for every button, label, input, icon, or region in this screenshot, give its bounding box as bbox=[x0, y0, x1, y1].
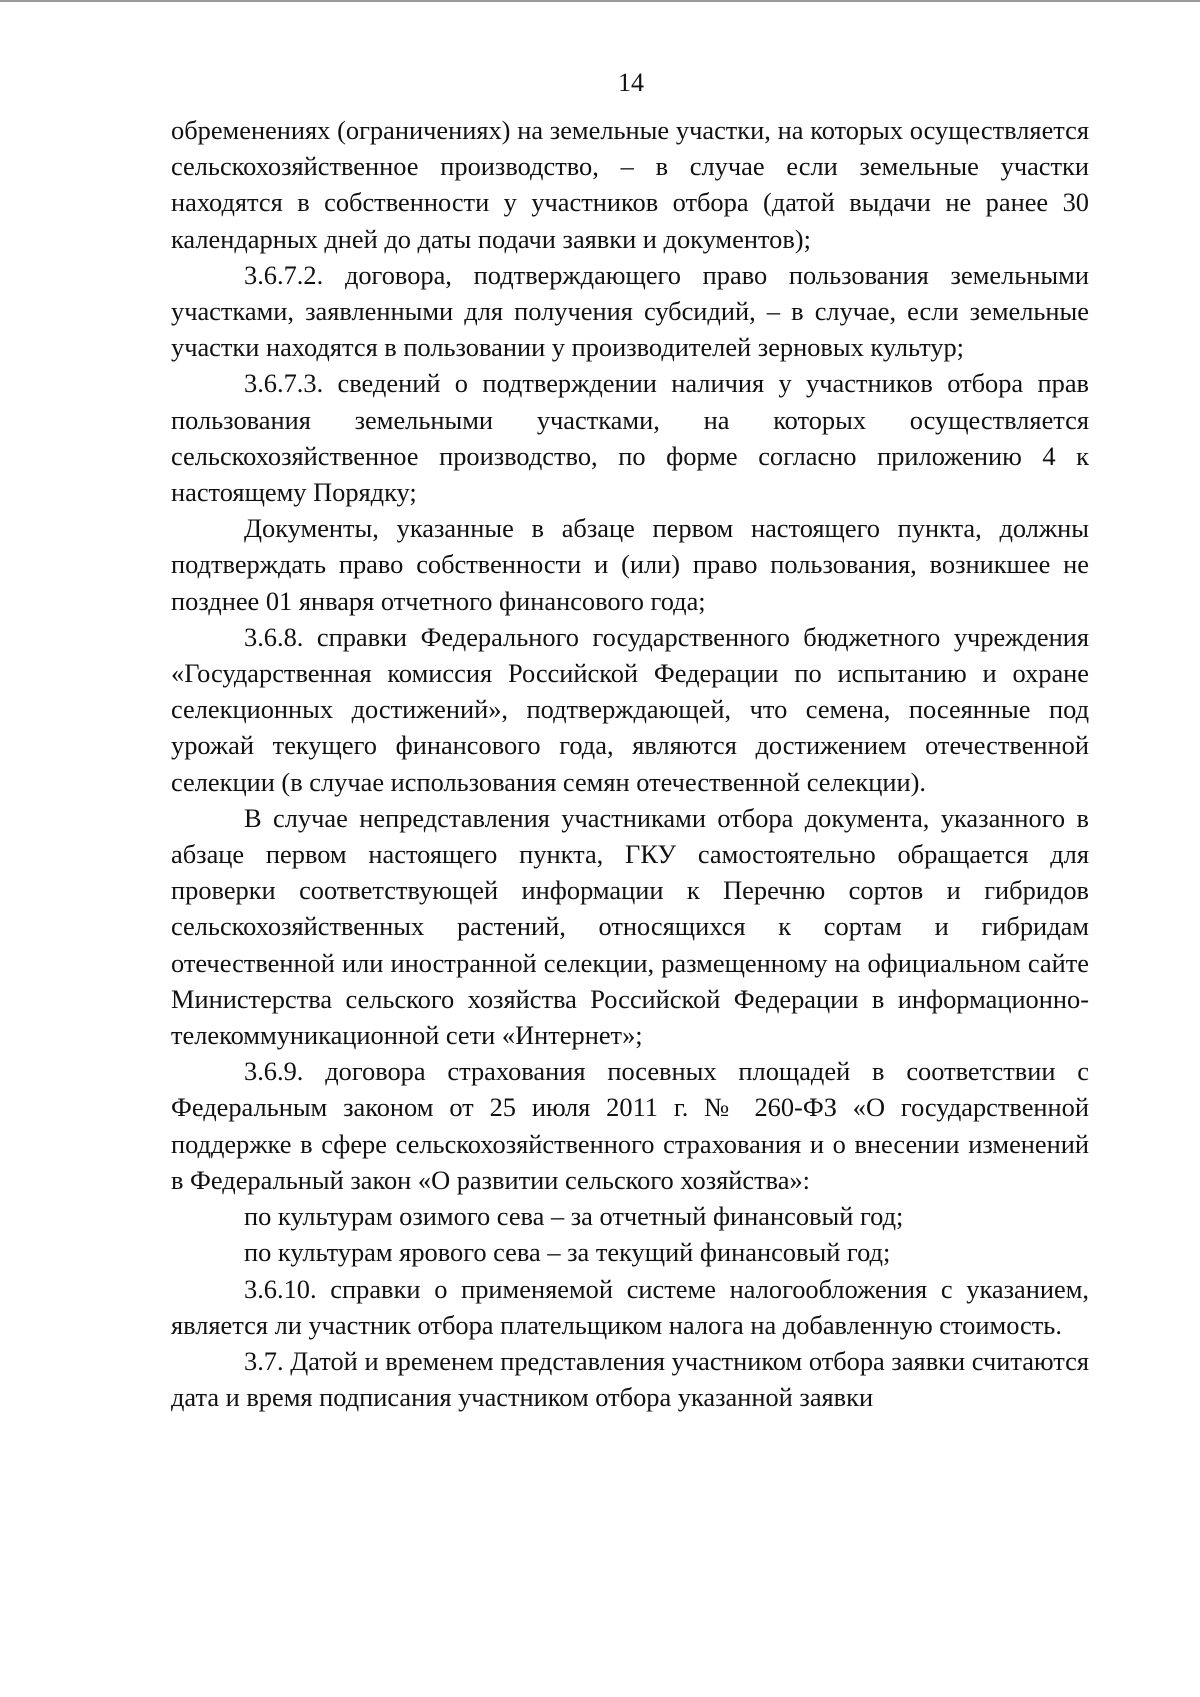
paragraph-3-6-9: 3.6.9. договора страхования посевных площадей в соответствии с Федеральным законом от 25 июля 2011 г. № 260-ФЗ «О государственной поддержке в сфере сельскохозяйственного страхования и о внесении изменений в Федеральный закон «О развитии сельского хозяйства»: bbox=[171, 1056, 1089, 1195]
paragraph-3-6-10: 3.6.10. справки о применяемой системе налогообложения с указанием, является ли участник отбора плательщиком налога на добавленную стоимость. bbox=[171, 1273, 1089, 1340]
paragraph-spring-crops: по культурам ярового сева – за текущий финансовый год; bbox=[244, 1237, 891, 1268]
paragraph-3-6-7-2: 3.6.7.2. договора, подтверждающего право пользования земельными участками, заявленными для получения субсидий, – в случае, если земельные участки находятся в пользовании у производителей зерновых культур; bbox=[171, 259, 1089, 363]
paragraph-gku-check: В случае непредставления участниками отбора документа, указанного в абзаце первом настоящего пункта, ГКУ самостоятельно обращается для проверки соответствующей информации к Перечню сортов и гибридов сельскохозяйственных растений, относящихся к сортам и гибридам отечественной или иностранной селекции, размещенному на официальном сайте Министерства сельского хозяйства Российской Федерации в информационно-телекоммуникационной сети «Интернет»; bbox=[171, 802, 1089, 1051]
paragraph-documents-note: Документы, указанные в абзаце первом настоящего пункта, должны подтверждать право собственности и (или) право пользования, возникшее не позднее 01 января отчетного финансового года; bbox=[171, 513, 1089, 616]
paragraph-3-6-7-3: 3.6.7.3. сведений о подтверждении наличия у участников отбора прав пользования земельными участками, на которых осуществляется сельскохозяйственное производство, по форме согласно приложению 4 к настоящему Порядку; bbox=[171, 368, 1089, 508]
paragraph-land-encumbrances: обременениях (ограничениях) на земельные участки, на которых осуществляется сельскохозяйственное производство, – в случае если земельные участки находятся в собственности у участников отбора (датой выдачи не ранее 30 календарных дней до даты подачи заявки и документов); bbox=[171, 115, 1089, 254]
paragraph-3-6-8: 3.6.8. справки Федерального государственного бюджетного учреждения «Государственная комиссия Российской Федерации по испытанию и охране селекционных достижений», подтверждающей, что семена, посеянные под урожай текущего финансового года, являются достижением отечественной селекции (в случае использования семян отечественной селекции). bbox=[171, 621, 1089, 797]
page-top-edge bbox=[0, 0, 1200, 2]
paragraph-3-7: 3.7. Датой и временем представления участником отбора заявки считаются дата и время подписания участником отбора указанной заявки bbox=[171, 1345, 1089, 1413]
document-body bbox=[171, 112, 1089, 1415]
paragraph-winter-crops: по культурам озимого сева – за отчетный финансовый год; bbox=[244, 1201, 904, 1232]
page-number: 14 bbox=[618, 68, 644, 97]
